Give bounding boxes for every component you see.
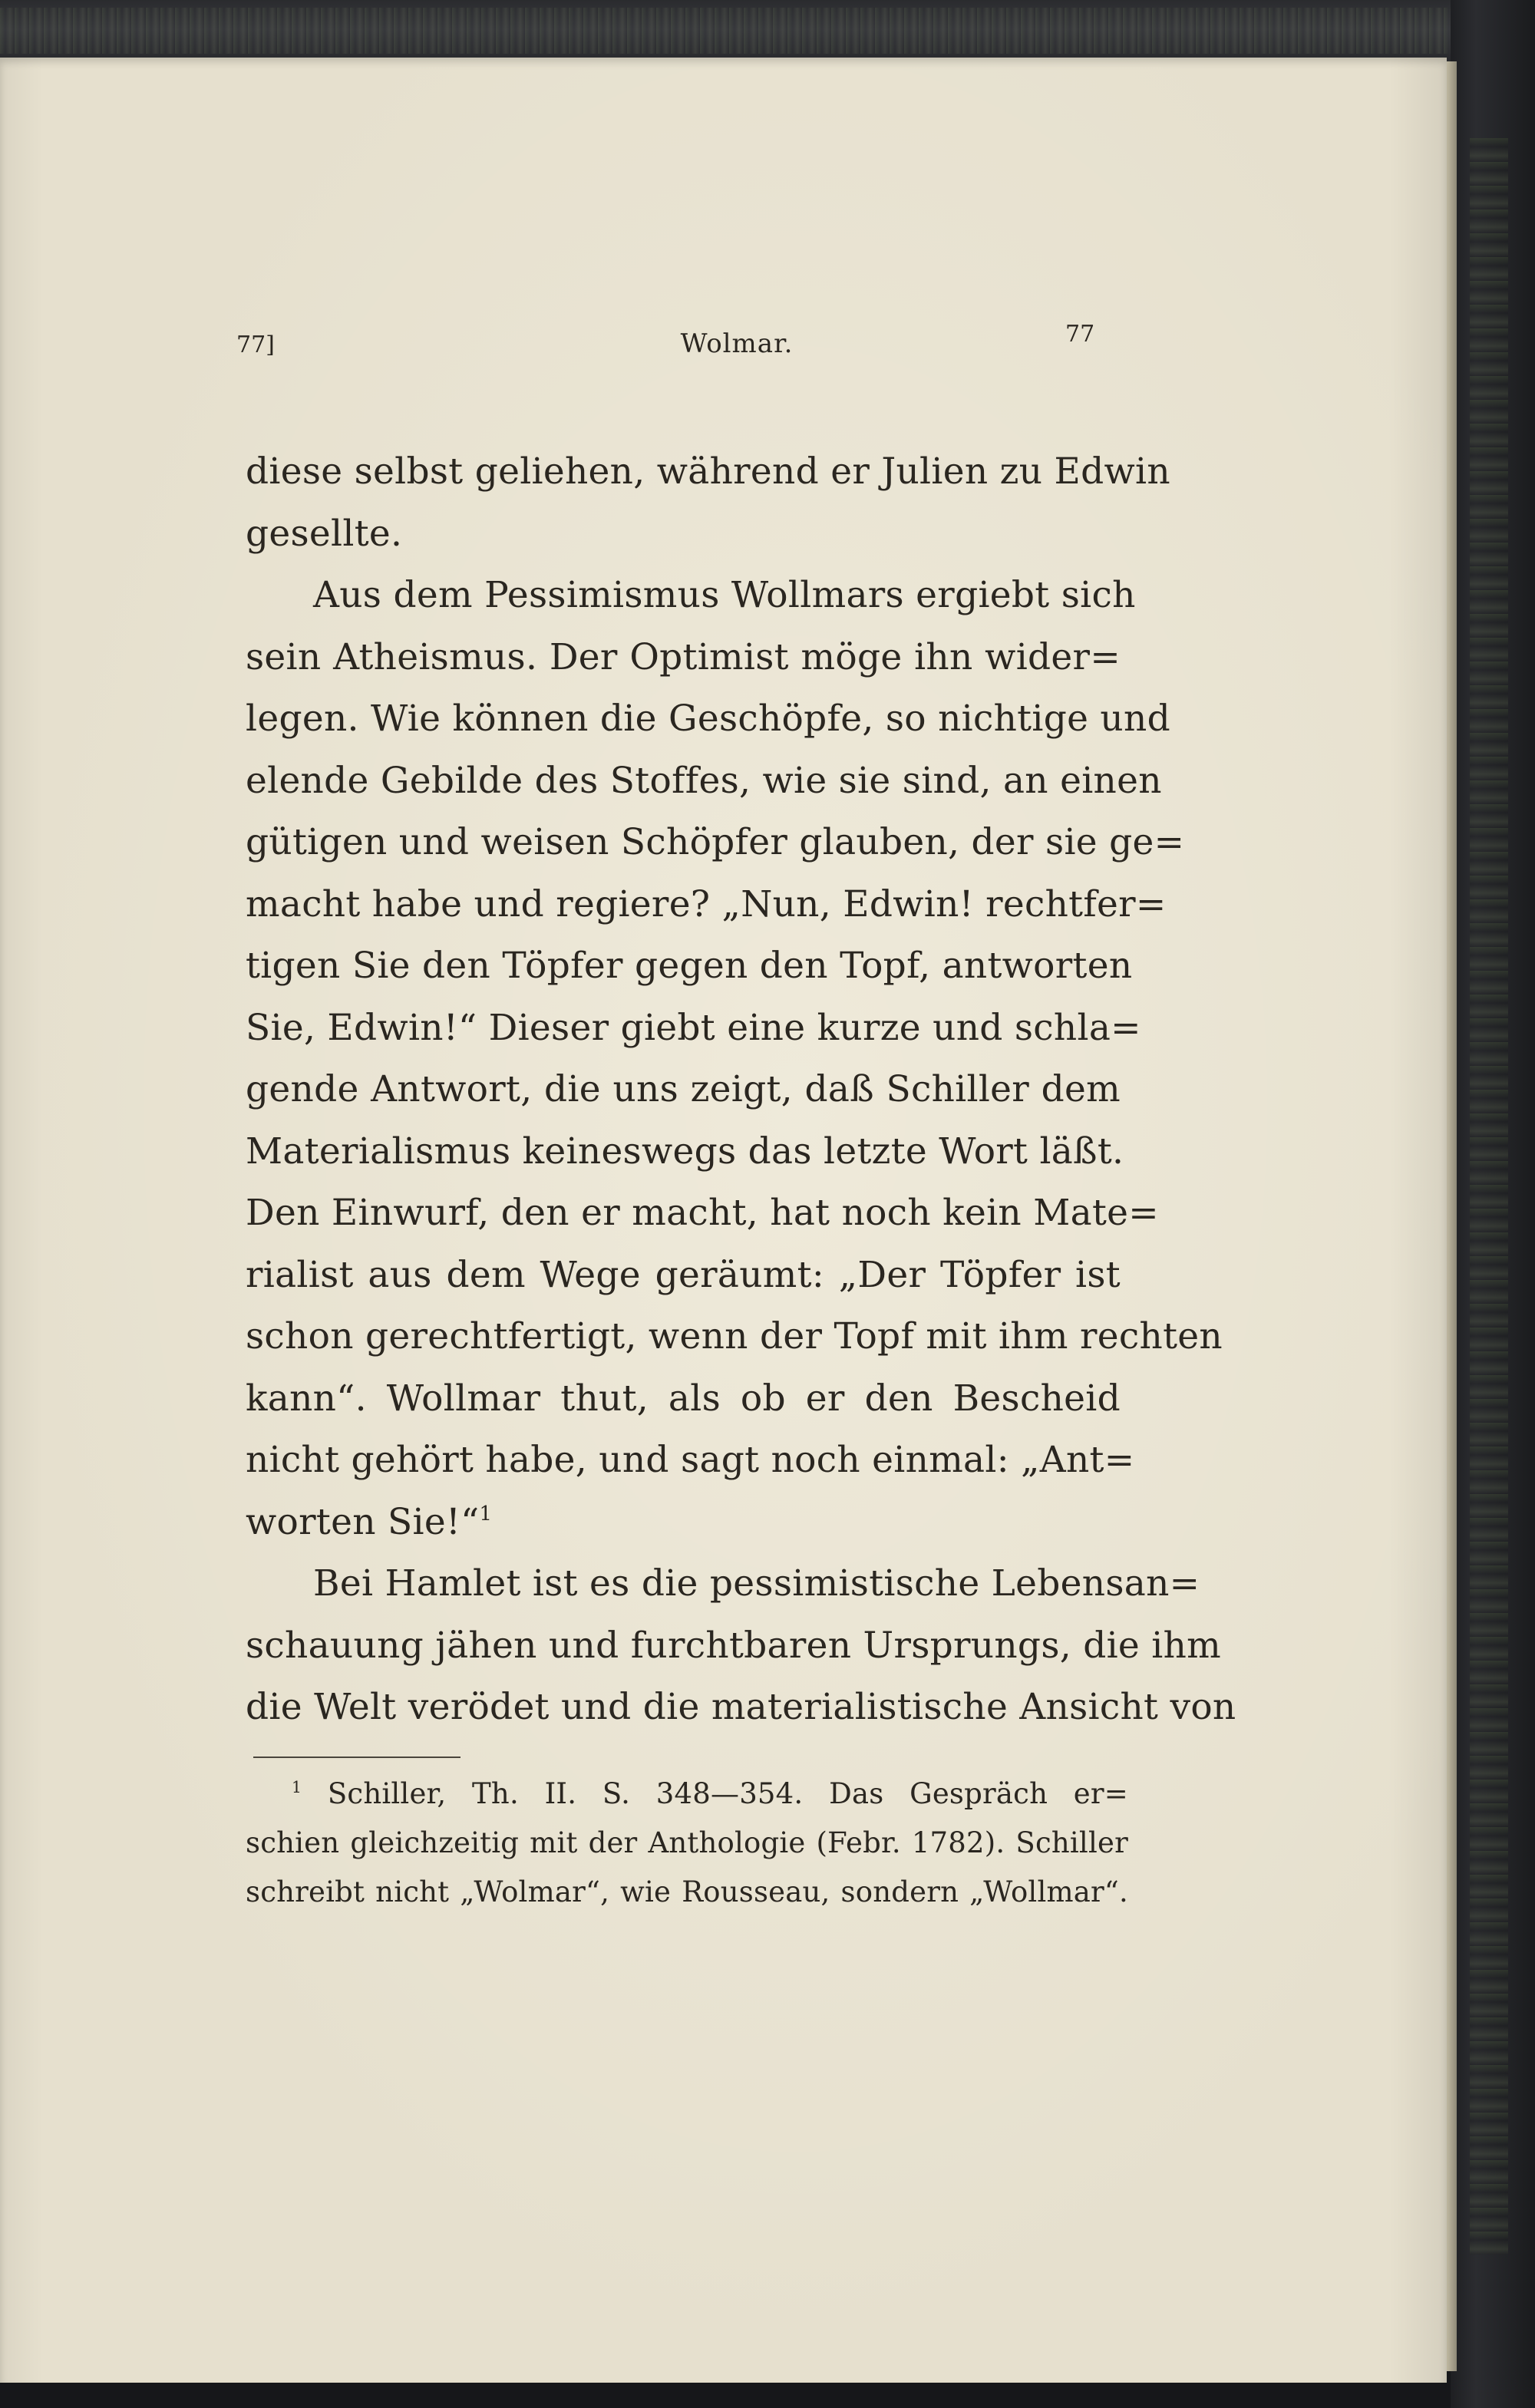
footnote-line bbox=[246, 1770, 1128, 1819]
text-line: gütigen und weisen Schöpfer glauben, der sie ge= bbox=[246, 821, 1185, 863]
text-line: Sie, Edwin!“ Dieser giebt eine kurze und schla= bbox=[246, 1006, 1141, 1049]
text-line: Aus dem Pessimismus Wollmars ergiebt sich bbox=[313, 574, 1136, 616]
text-line: tigen Sie den Töpfer gegen den Topf, antworten bbox=[246, 945, 1133, 987]
text-line: die Welt verödet und die materialistische Ansicht von bbox=[246, 1686, 1236, 1728]
text-line: Bei Hamlet ist es die pessimistische Lebensan= bbox=[313, 1562, 1200, 1605]
text-line-content: worten Sie!“ bbox=[246, 1500, 480, 1543]
body-text bbox=[246, 441, 1236, 1739]
page-number-bracketed: 77] bbox=[236, 332, 275, 358]
text-line: schauung jähen und furchtbaren Ursprungs, die ihm bbox=[246, 1624, 1222, 1667]
footnote-marker: 1 bbox=[292, 1777, 302, 1796]
text-line: kann“. Wollmar thut, als ob er den Bescheid bbox=[246, 1377, 1121, 1420]
text-line: gesellte. bbox=[246, 512, 403, 555]
page-number: 77 bbox=[1065, 321, 1095, 348]
footnote-reference: 1 bbox=[479, 1502, 493, 1526]
text-line: Materialismus keineswegs das letzte Wort läßt. bbox=[246, 1130, 1124, 1173]
footnote-line: schreibt nicht „Wolmar“, wie Rousseau, sondern „Wollmar“. bbox=[246, 1875, 1128, 1908]
text-line: gende Antwort, die uns zeigt, daß Schiller dem bbox=[246, 1068, 1121, 1110]
text-line: macht habe und regiere? „Nun, Edwin! rechtfer= bbox=[246, 882, 1167, 925]
footnote bbox=[246, 1770, 1128, 1917]
footnote-separator bbox=[253, 1757, 460, 1758]
text-line: elende Gebilde des Stoffes, wie sie sind, an einen bbox=[246, 759, 1162, 802]
text-line: sein Atheismus. Der Optimist möge ihn wider= bbox=[246, 635, 1121, 678]
text-line: Den Einwurf, den er macht, hat noch kein Mate= bbox=[246, 1192, 1159, 1234]
text-line: nicht gehört habe, und sagt noch einmal: „Ant= bbox=[246, 1439, 1135, 1481]
text-line: legen. Wie können die Geschöpfe, so nichtige und bbox=[246, 698, 1170, 740]
text-line: schon gerechtfertigt, wenn der Topf mit ihm rechten bbox=[246, 1315, 1223, 1357]
footnote-line: schien gleichzeitig mit der Anthologie (Febr. 1782). Schiller bbox=[246, 1826, 1128, 1859]
text-line: rialist aus dem Wege geräumt: „Der Töpfer ist bbox=[246, 1253, 1121, 1296]
text-line: diese selbst geliehen, während er Julien zu Edwin bbox=[246, 450, 1170, 493]
footnote-line-content: Schiller, Th. II. S. 348—354. Das Gespräch er= bbox=[327, 1777, 1128, 1810]
book-cover-right-edge bbox=[1451, 0, 1535, 2408]
text-line bbox=[246, 1492, 1121, 1554]
running-title: Wolmar. bbox=[680, 328, 794, 359]
